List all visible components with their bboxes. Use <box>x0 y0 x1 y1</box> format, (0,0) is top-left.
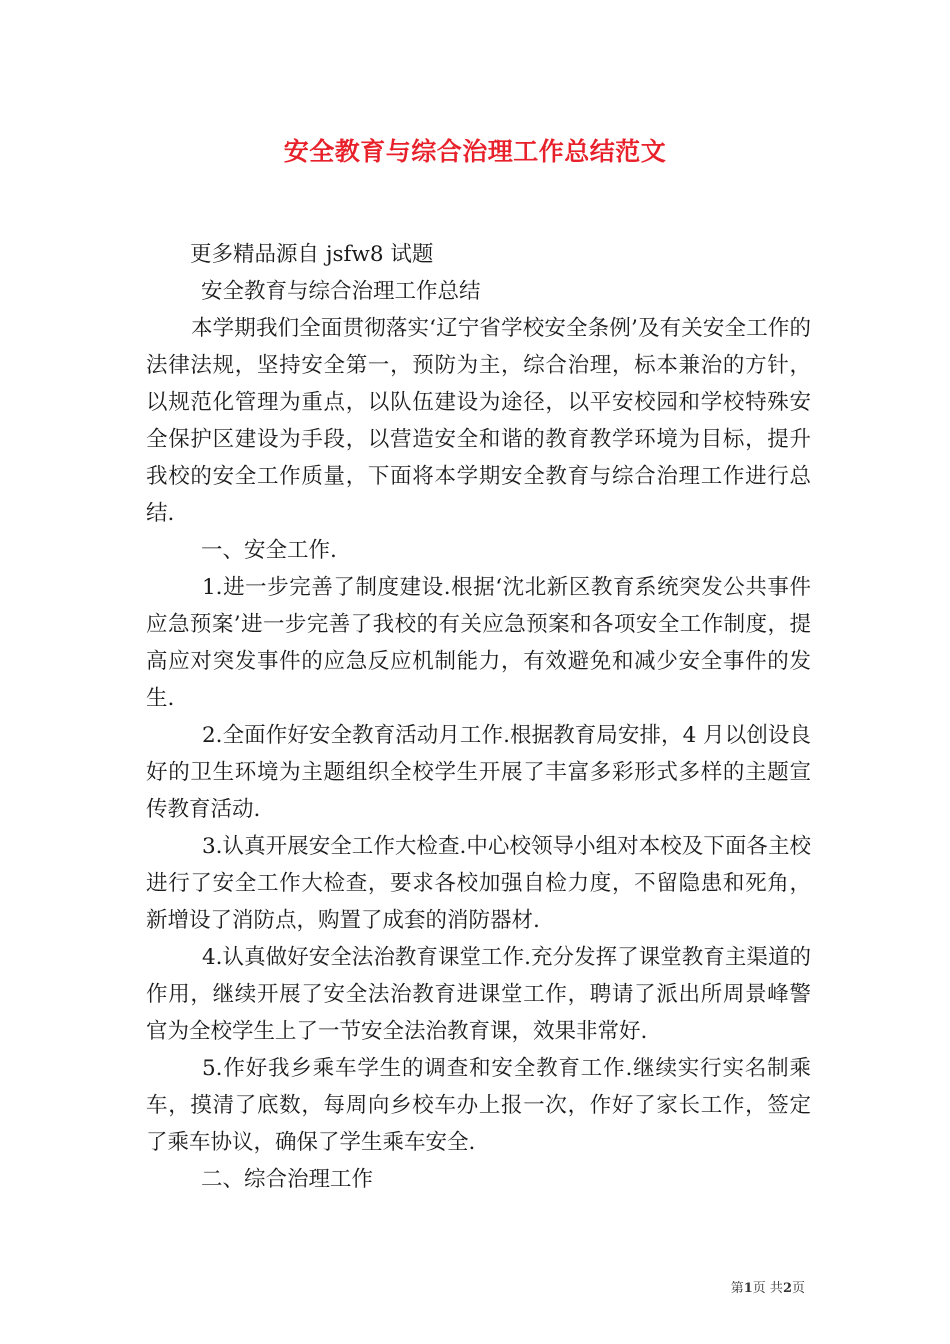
document-body <box>146 236 811 1198</box>
list-item-5: 5.作好我乡乘车学生的调查和安全教育工作.继续实行实名制乘车，摸清了底数，每周向乡校车办上报一次，作好了家长工作，签定了乘车协议，确保了学生乘车安全. <box>146 1056 811 1155</box>
document-title: 安全教育与综合治理工作总结范文 <box>283 137 667 166</box>
list-item-4: 4.认真做好安全法治教育课堂工作.充分发挥了课堂教育主渠道的作用，继续开展了安全法治教育进课堂工作，聘请了派出所周景峰警官为全校学生上了一节安全法治教育课，效果非常好. <box>146 945 811 1044</box>
section-heading-1: 一、安全工作. <box>201 538 337 563</box>
section-heading-2: 二、综合治理工作 <box>201 1167 374 1192</box>
list-item-1: 1.进一步完善了制度建设.根据‘沈北新区教育系统突发公共事件应急预案’进一步完善了我校的有关应急预案和各项安全工作制度，提高应对突发事件的应急反应机制能力，有效避免和减少安全事件的发生. <box>146 575 811 711</box>
footer-prefix: 第 <box>730 1281 744 1296</box>
list-item-3: 3.认真开展安全工作大检查.中心校领导小组对本校及下面各主校进行了安全工作大检查，要求各校加强自检力度，不留隐患和死角，新增设了消防点，购置了成套的消防器材. <box>146 834 811 933</box>
footer-current-page: 1 <box>743 1281 753 1296</box>
source-line: 更多精品源自 jsfw8 试题 <box>190 242 434 267</box>
page-number-footer <box>731 1277 805 1296</box>
subtitle: 安全教育与综合治理工作总结 <box>201 279 481 304</box>
footer-middle: 页 共 <box>752 1281 783 1296</box>
footer-suffix: 页 <box>791 1281 805 1296</box>
footer-total-pages: 2 <box>782 1281 792 1296</box>
list-item-2: 2.全面作好安全教育活动月工作.根据教育局安排，4 月以创设良好的卫生环境为主题组织全校学生开展了丰富多彩形式多样的主题宣传教育活动. <box>146 723 811 822</box>
intro-paragraph: 本学期我们全面贯彻落实‘辽宁省学校安全条例’及有关安全工作的法律法规，坚持安全第一，预防为主，综合治理，标本兼治的方针，以规范化管理为重点，以队伍建设为途径，以平安校园和学校特殊安全保护区建设为手段，以营造安全和谐的教育教学环境为目标，提升我校的安全工作质量，下面将本学期安全教育与综合治理工作进行总结. <box>146 316 811 526</box>
